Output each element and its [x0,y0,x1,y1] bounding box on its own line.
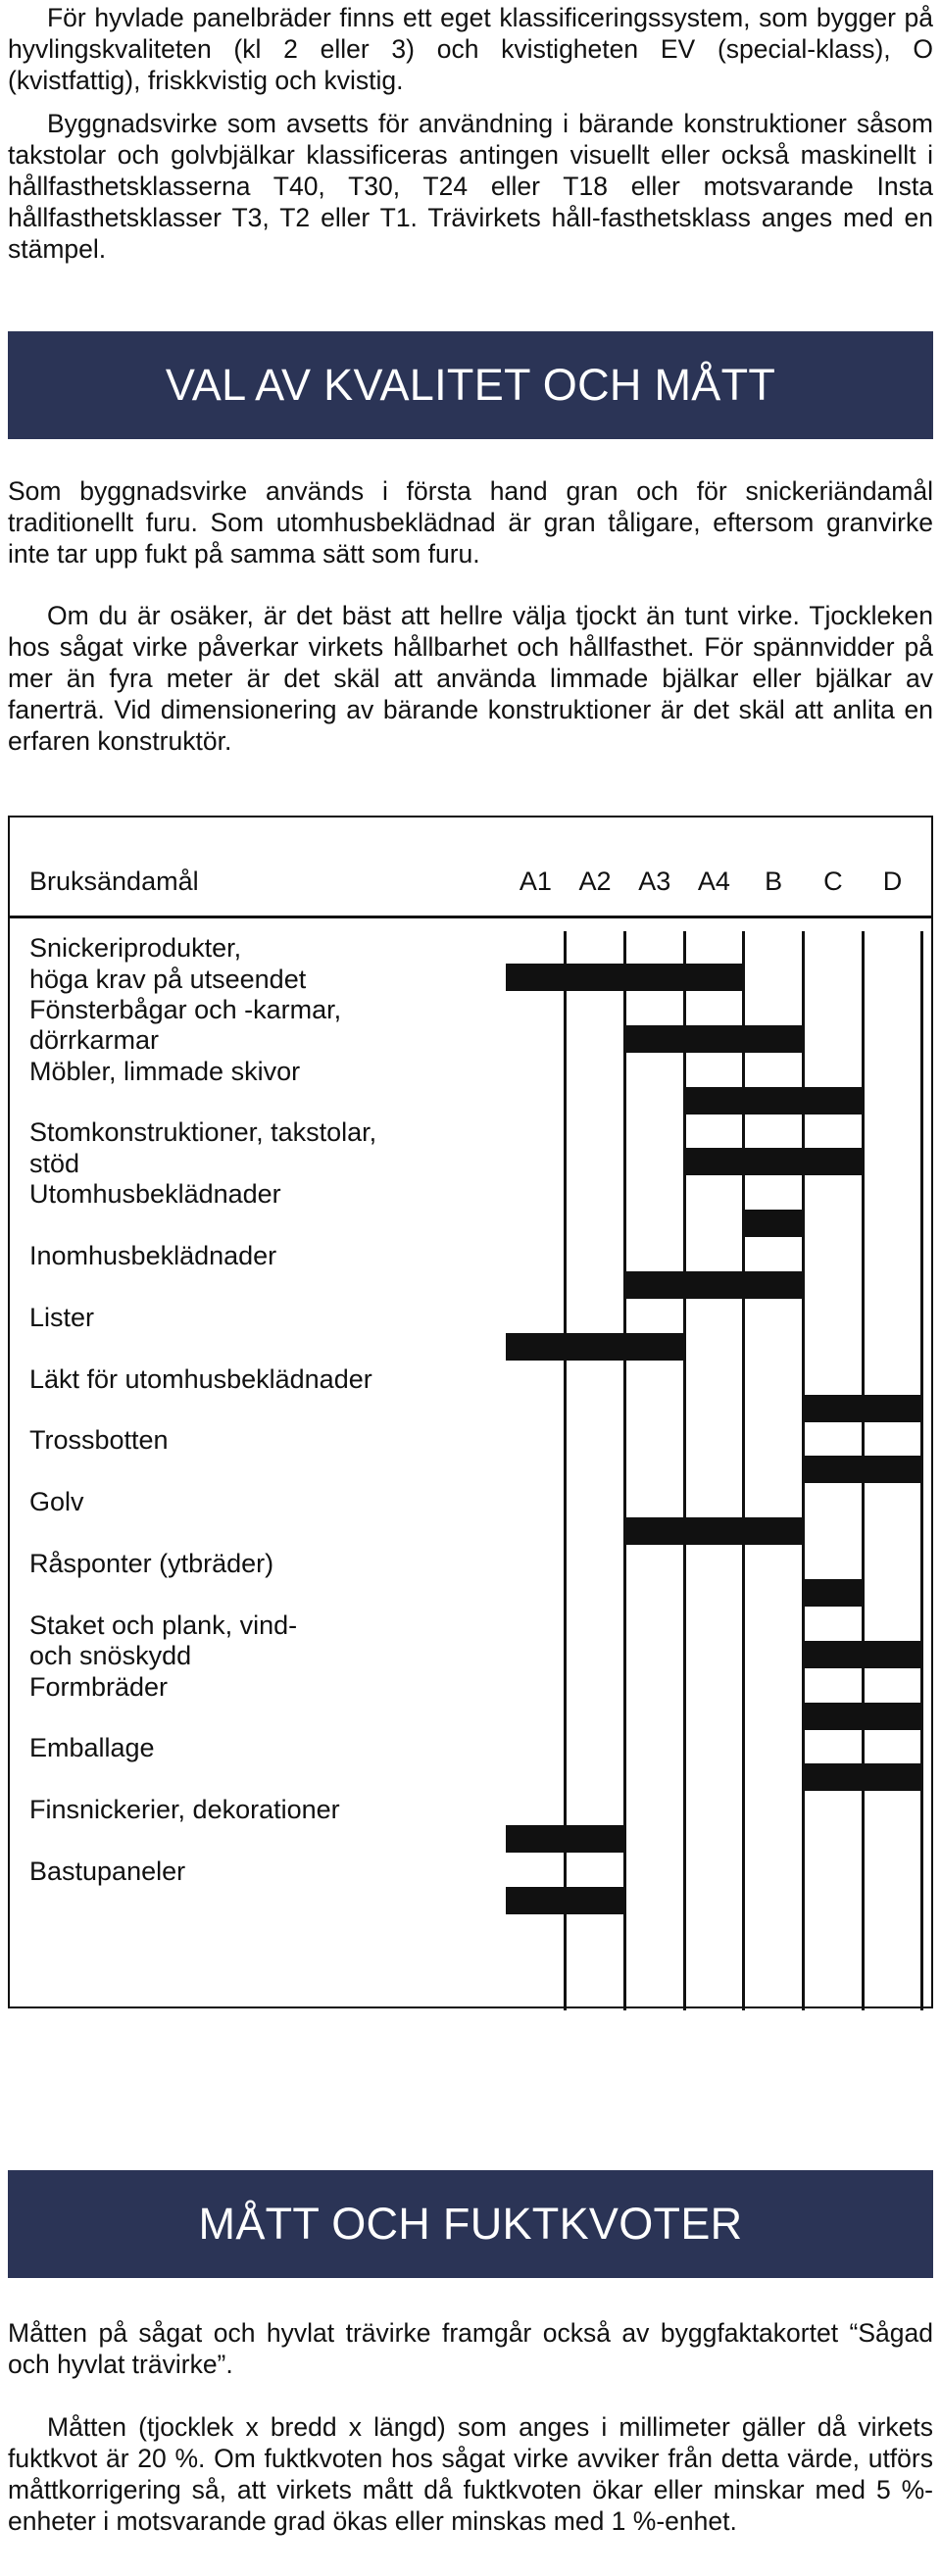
table-row-label: Råsponter (ytbräder) [29,1549,274,1578]
table-row-label: Läkt för utomhusbeklädnader [29,1363,372,1394]
table-row-bar [506,1333,684,1361]
table-row-bar [624,1025,803,1053]
usage-table [8,816,933,2008]
section-banner-quality [8,331,933,439]
column-header-a2: A2 [578,867,612,896]
table-row-bar [804,1395,922,1422]
table-row-bar [804,1456,922,1483]
table-row-label: Emballage [29,1733,155,1763]
section-title-dimensions: MÅTT OCH FUKTKVOTER [198,2199,743,2249]
table-row-label: Inomhusbeklädnader [29,1241,277,1270]
section-title-quality: VAL AV KVALITET OCH MÅTT [165,360,776,410]
table-row-label: Utomhusbeklädnader [29,1179,281,1210]
table-header-usage: Bruksändamål [29,867,199,896]
table-row-label: Finsnickerier, dekorationer [29,1795,340,1825]
table-row-bar [506,1825,624,1853]
table-row-bar [804,1703,922,1730]
table-row-label: Möbler, limmade skivor [29,1056,301,1086]
table-row-label: Stomkonstruktioner, takstolar, stöd [29,1117,377,1178]
column-header-a3: A3 [638,867,671,896]
quality-paragraph-1: Som byggnadsvirke används i första hand gran och för snickeriändamål traditionellt furu. Som utomhusbeklädnad är gran tåligare, eftersom granvirke inte tar upp fukt på samma sätt som furu. [8,476,933,569]
column-header-c: C [823,867,843,896]
table-row-bar [506,964,744,991]
dimensions-paragraph-1: Måtten på sågat och hyvlat trävirke framgår också av byggfaktakortet “Sågad och hyvlat trävirke”. [8,2318,933,2379]
table-row-bar [624,1517,803,1545]
table-row-label: Trossbotten [29,1425,169,1456]
table-row-label: Snickeriprodukter, höga krav på utseendet [29,933,307,994]
dimensions-paragraph-2: Måtten (tjocklek x bredd x längd) som anges i millimeter gäller då virkets fuktkvot är 20 %. Om fuktkvoten hos sågat virke avviker från detta värde, utförs måttkorrigering så, att virkets mått då fuktkvoten ökar eller minskar med 5 %-enheter i motsvarande grad ökas eller minskas med 1 %-enhet. [8,2412,933,2536]
intro-paragraph-1: För hyvlade panelbräder finns ett eget klassificeringssystem, som bygger på hyvlingskvaliteten (kl 2 eller 3) och kvistigheten EV (special-klass), O (kvistfattig), friskkvistig och kvistig. [8,3,933,95]
table-row-bar [684,1148,863,1175]
column-header-d: D [882,867,903,896]
column-header-a4: A4 [697,867,730,896]
table-row-bar [744,1210,804,1237]
table-row-label: Golv [29,1487,84,1517]
table-row-bar [506,1887,624,1914]
table-row-bar [804,1763,922,1791]
column-header-a1: A1 [519,867,552,896]
table-row-label: Staket och plank, vind- och snöskydd [29,1610,298,1671]
table-row-bar [804,1579,864,1607]
table-row-bar [804,1641,922,1668]
table-row-bar [624,1271,803,1299]
table-row-label: Fönsterbågar och -karmar, dörrkarmar [29,994,342,1056]
intro-paragraph-2: Byggnadsvirke som avsetts för användning i bärande konstruktioner såsom takstolar och golvbjälkar klassificeras antingen visuellt eller också maskinellt i hållfasthetsklasserna T40, T30, T24 eller T18 eller motsvarande Insta hållfasthetsklasser T3, T2 eller T1. Trävirkets håll-fasthetsklass anges med en stämpel. [8,109,933,264]
quality-paragraph-2: Om du är osäker, är det bäst att hellre välja tjockt än tunt virke. Tjockleken hos sågat virke påverkar virkets hållbarhet och hållfasthet. För spännvidder på mer än fyra meter är det skäl att använda limmade bjälkar eller bjälkar av fanerträ. Vid dimensionering av bärande konstruktioner är det skäl att anlita en erfaren konstruktör. [8,601,933,756]
table-row-label: Lister [29,1302,95,1332]
table-header-separator [10,916,931,918]
column-header-b: B [765,867,783,896]
section-banner-dimensions [8,2170,933,2278]
table-row-label: Bastupaneler [29,1857,186,1886]
table-row-bar [684,1087,863,1115]
table-row-label: Formbräder [29,1671,169,1702]
